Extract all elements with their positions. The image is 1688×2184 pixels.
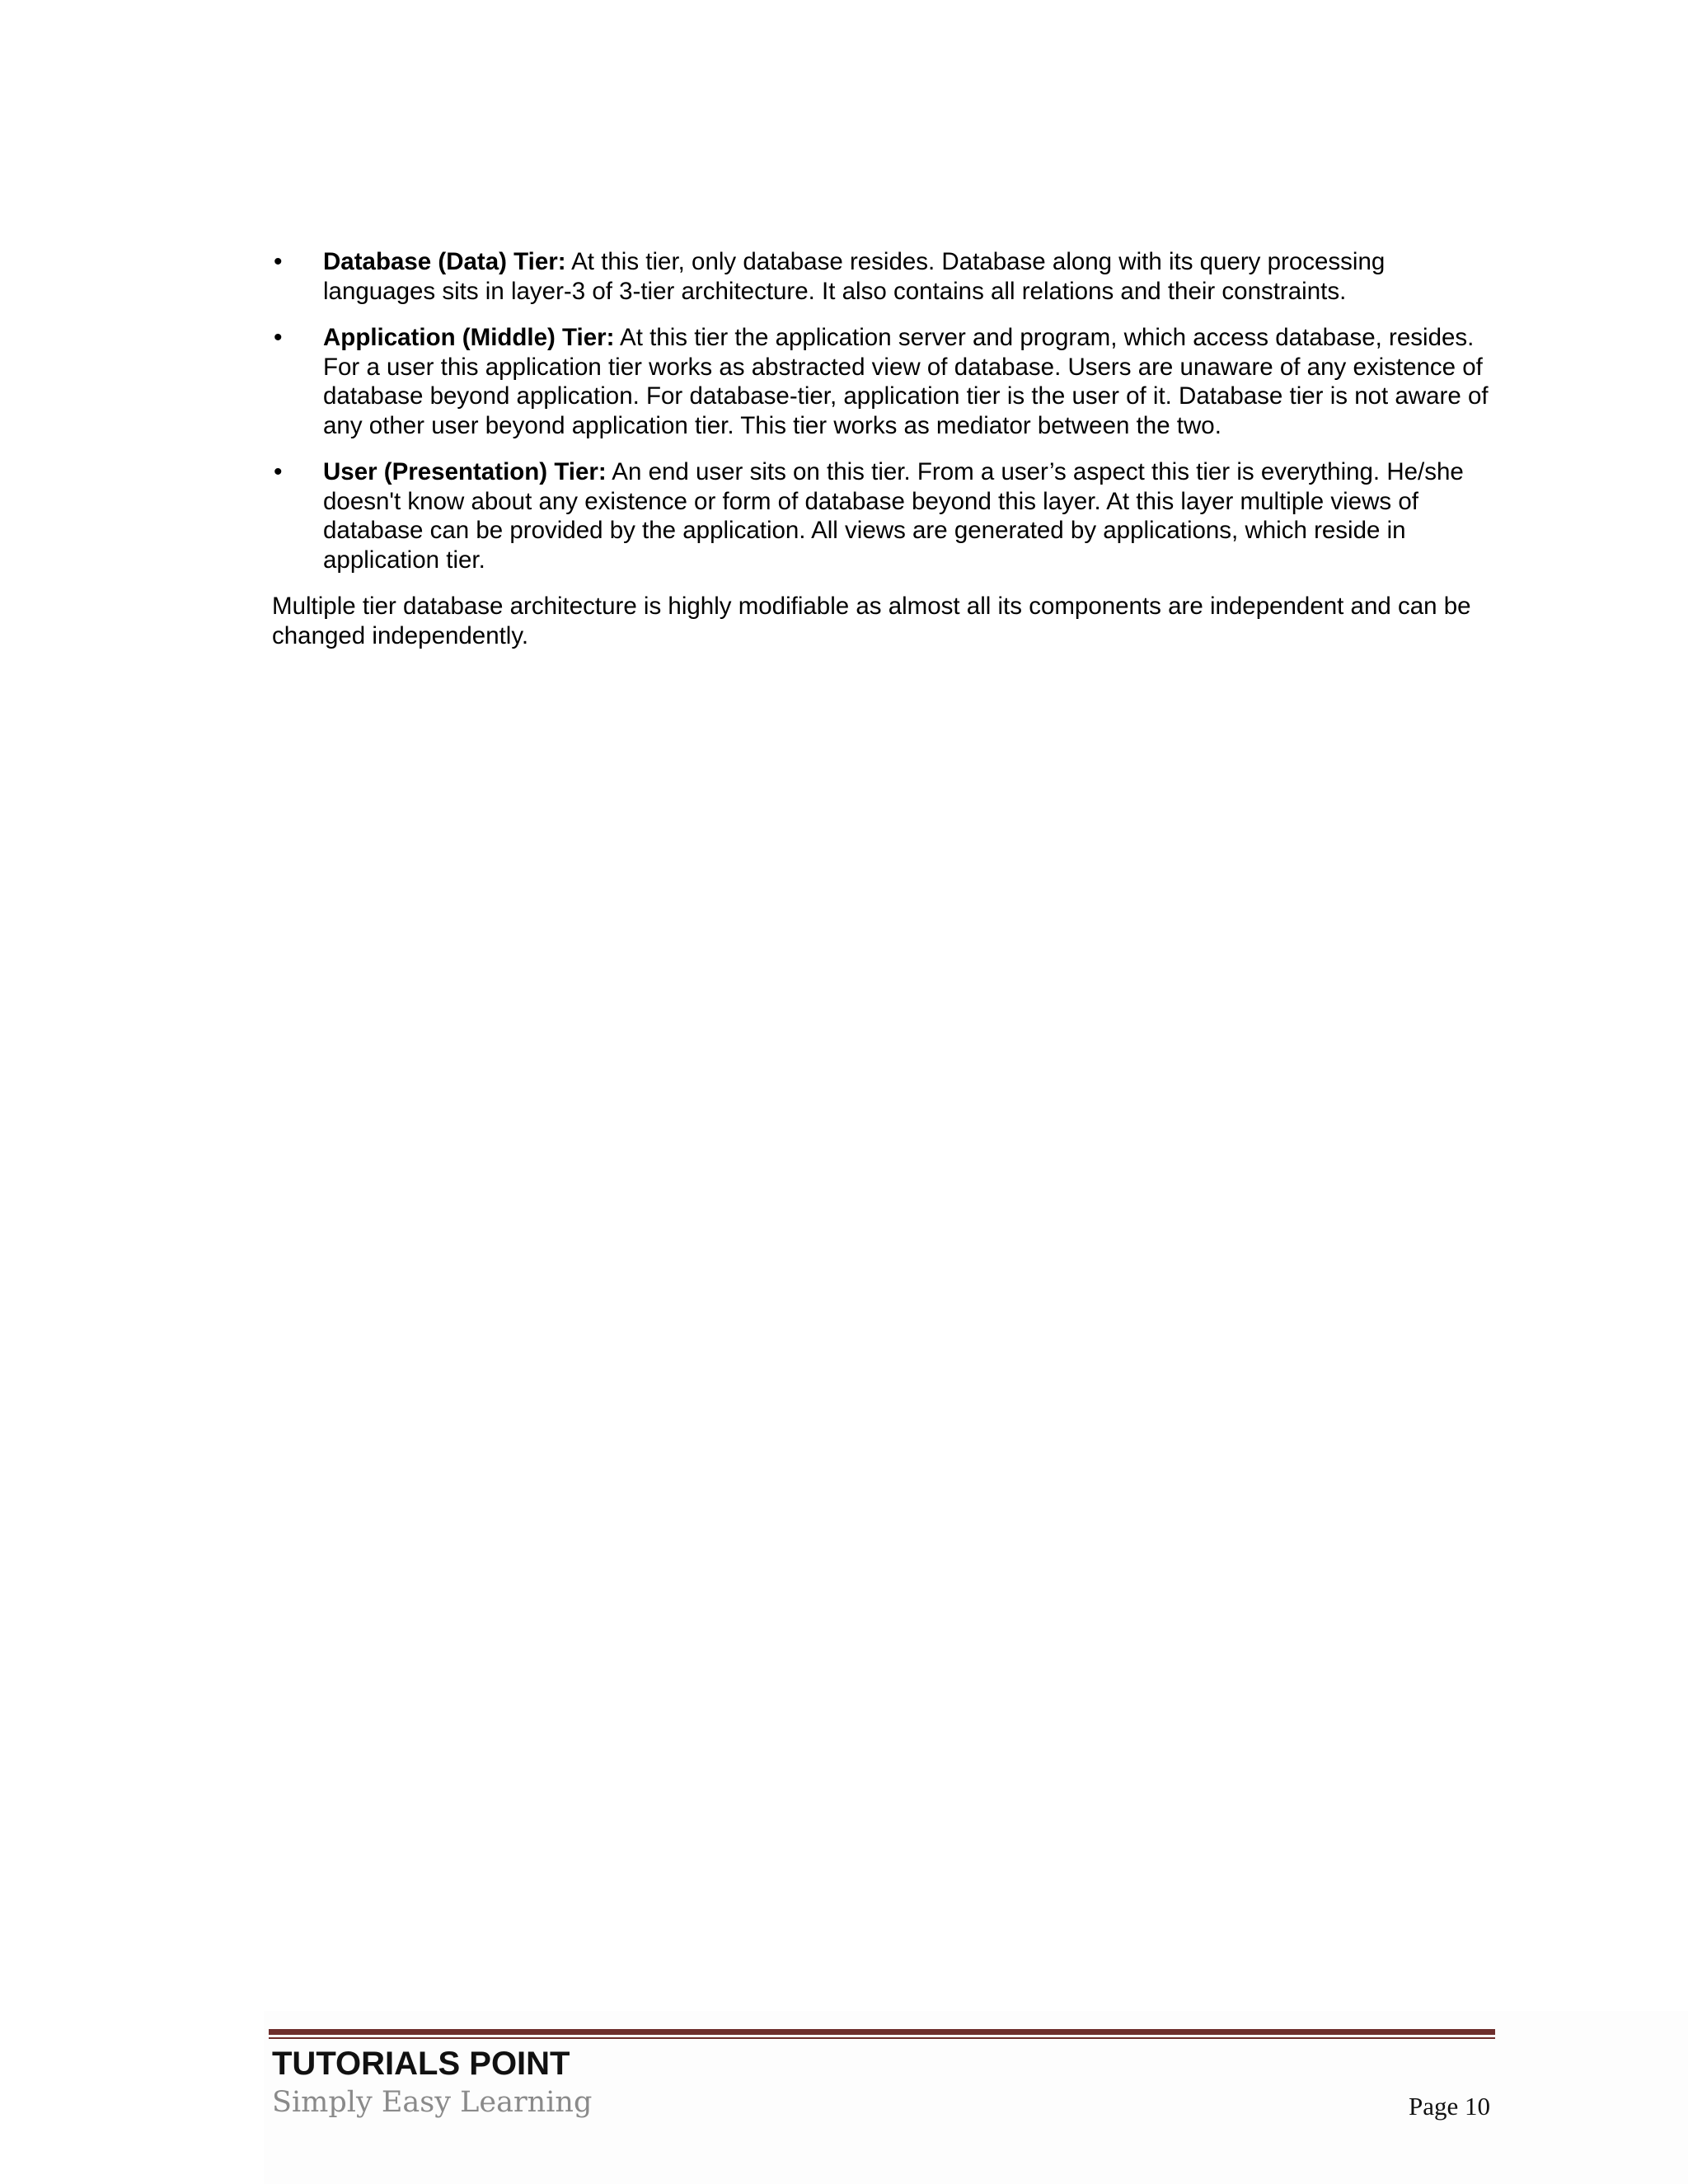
term-database-tier: Database (Data) Tier: [323, 248, 566, 275]
bullet-icon: • [274, 248, 283, 275]
tier-list [272, 247, 1492, 574]
footer-rule-thin [269, 2037, 1495, 2039]
page-content [272, 247, 1492, 650]
description-user-tier: An end user sits on this tier. From a user’s aspect this tier is everything. He/she doesn't know about any existence or form of database beyond this layer. At this layer multiple views of database can be provided by the application. All views are generated by applications, which reside in application tier. [323, 458, 1464, 574]
description-database-tier: At this tier, only database resides. Database along with its query processing languages sits in layer-3 of 3-tier architecture. It also contains all relations and their constraints. [323, 248, 1386, 305]
footer-tagline: Simply Easy Learning [272, 2086, 593, 2119]
page-number: Page 10 [1408, 2092, 1490, 2121]
footer-brand: TUTORIALS POINT [272, 2046, 570, 2082]
description-application-tier: At this tier the application server and program, which access database, resides. For a user this application tier works as abstracted view of database. Users are unaware of any existence of database beyond application. For database-tier, application tier is the user of it. Database tier is not aware of any other user beyond application tier. This tier works as mediator between the two. [323, 324, 1489, 439]
term-application-tier: Application (Middle) Tier: [323, 324, 615, 351]
footer-rule [269, 2029, 1495, 2035]
bullet-icon: • [274, 324, 283, 351]
list-item-user-tier [272, 457, 1492, 574]
term-user-tier: User (Presentation) Tier: [323, 458, 607, 485]
list-item-application-tier [272, 323, 1492, 440]
bullet-icon: • [274, 458, 283, 485]
list-item-database-tier [272, 247, 1492, 306]
closing-paragraph: Multiple tier database architecture is highly modifiable as almost all its components are independent and can be changed independently. [272, 593, 1471, 649]
